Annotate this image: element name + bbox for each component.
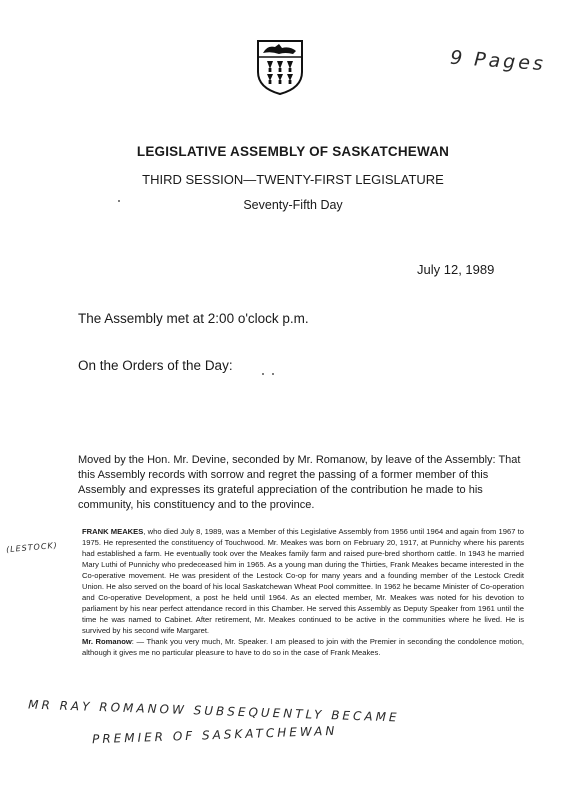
document-title: LEGISLATIVE ASSEMBLY OF SASKATCHEWAN: [136, 144, 450, 159]
saskatchewan-crest-icon: [255, 38, 305, 96]
biography-text: , who died July 8, 1989, was a Member of this Legislative Assembly from 1956 until 1964 and again from 1967 to 1975. He represented the constituency of Touchwood. Mr. Meakes was born on February 20, 1917, at Punnichy where his parents had established a farm. He eventually took over the Meakes family farm and raised pure-bred shorthorn cattle. In 1943 he married Mary Luthi of Punnichy who predeceased him in 1965. As a young man during the Thirties, Frank Meakes became interested in the Co-operative movement. He was president of the Lestock Co-op for many years and a founding member of the Lestock Credit Union. He also served on the board of his local Saskatchewan Wheat Pool committee. In 1962 he became Minister of Co-operation and Co-operative Development, a post he held until 1964. As an elected member, Mr. Meakes was noted for his devotion to parliament by his near perfect attendance record in this Chamber. He served this Assembly as Deputy Speaker from 1961 until the time he was named to Cabinet. After retirement, Mr. Meakes continued to be active in the communities where he lived. He is survived by his second wife Margaret.: [82, 527, 524, 635]
biography-paragraph: [82, 526, 524, 636]
reply-speaker: Mr. Romanow: [82, 637, 132, 646]
speaker-reply-paragraph: [82, 636, 524, 658]
scan-speck: [272, 373, 274, 375]
condolence-motion: Moved by the Hon. Mr. Devine, seconded by Mr. Romanow, by leave of the Assembly: That this Assembly records with sorrow and regret the passing of a former member of this Assembly and expresses its grateful appreciation of the contribution he made to his community, his constituency and to the province.: [78, 454, 521, 511]
sitting-day: Seventy-Fifth Day: [243, 198, 343, 212]
scan-speck: [262, 373, 264, 375]
orders-of-the-day-heading: On the Orders of the Day:: [78, 358, 233, 373]
session-subtitle: THIRD SESSION—TWENTY-FIRST LEGISLATURE: [142, 172, 444, 187]
handwritten-page-count: 9 Pages: [449, 46, 547, 76]
handwritten-margin-note: (LESTOCK): [5, 540, 59, 555]
reply-text: : — Thank you very much, Mr. Speaker. I am pleased to join with the Premier in seconding the condolence motion, although it gives me no particular pleasure to have to do so in the case of Frank Meakes.: [82, 637, 524, 657]
sitting-date: July 12, 1989: [417, 262, 495, 277]
biography-name: FRANK MEAKES: [82, 527, 144, 536]
handwritten-footer-line-1: MR RAY ROMANOW SUBSEQUENTLY BECAME: [27, 697, 400, 725]
scan-speck: [118, 200, 120, 202]
handwritten-footer-line-2: PREMIER OF SASKATCHEWAN: [91, 723, 338, 747]
assembly-met-statement: The Assembly met at 2:00 o'clock p.m.: [78, 311, 309, 326]
